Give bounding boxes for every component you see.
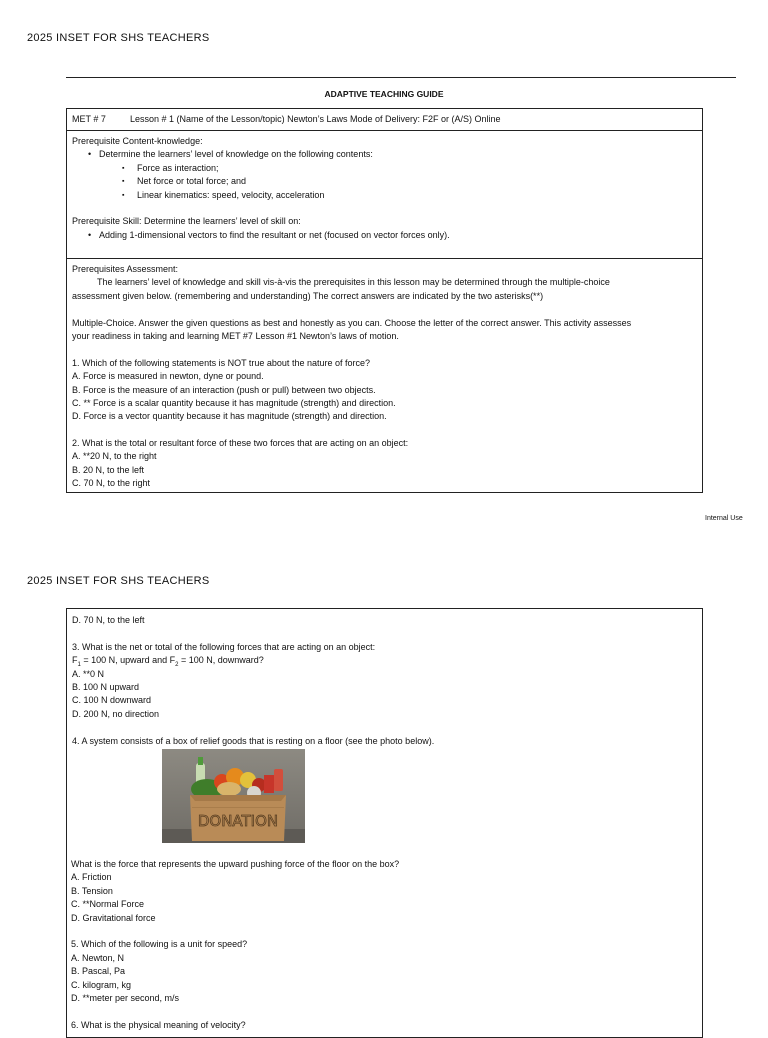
- met-number: MET # 7: [72, 114, 106, 124]
- donation-label: DONATION: [197, 812, 279, 830]
- question-option: A. Newton, N: [71, 952, 125, 963]
- question-4-followup-block: [71, 858, 701, 1032]
- question-4: 4. A system consists of a box of relief goods that is resting on a floor (see the photo below).: [72, 735, 435, 746]
- page-header: 2025 INSET FOR SHS TEACHERS: [27, 32, 210, 44]
- question-option: C. 70 N, to the right: [72, 478, 151, 489]
- question-1: 1. Which of the following statements is NOT true about the nature of force?: [72, 357, 370, 368]
- lesson-info: Lesson # 1 (Name of the Lesson/topic) Newton’s Laws Mode of Delivery: F2F or (A/S) Online: [130, 114, 501, 124]
- question-option: D. **meter per second, m/s: [71, 992, 180, 1003]
- internal-use-note: Internal Use: [705, 515, 743, 522]
- question-option: B. Pascal, Pa: [71, 966, 126, 977]
- mc-instructions: your readiness in taking and learning MET #7 Lesson #1 Newton’s laws of motion.: [72, 330, 399, 341]
- guide-table: [66, 108, 703, 493]
- forces-line: $F_1 = 100$ N, upward and $F_2 = 100$ N, downward?: [72, 655, 264, 668]
- content-subitem: ▪ Linear kinematics: speed, velocity, acceleration: [72, 189, 702, 202]
- question-option: A. Friction: [71, 872, 112, 883]
- assessment-cell: [67, 258, 702, 492]
- question-6: 6. What is the physical meaning of velocity?: [71, 1019, 246, 1030]
- question-option: B. 20 N, to the left: [72, 464, 145, 475]
- question-4-followup: What is the force that represents the upward pushing force of the floor on the box?: [71, 859, 400, 869]
- question-option: C. 100 N downward: [72, 695, 152, 706]
- question-option: C. kilogram, kg: [71, 979, 132, 990]
- donation-box-illustration: [162, 749, 305, 843]
- content-bullet: • Determine the learners’ level of knowledge on the following contents:: [72, 148, 702, 161]
- page-header: 2025 INSET FOR SHS TEACHERS: [27, 575, 210, 587]
- question-option: D. 200 N, no direction: [72, 708, 160, 719]
- question-2: 2. What is the total or resultant force of these two forces that are acting on an object:: [72, 438, 409, 449]
- prerequisites-cell: [67, 130, 702, 258]
- question-option: C. **Normal Force: [71, 899, 145, 910]
- question-option: C. ** Force is a scalar quantity because it has magnitude (strength) and direction.: [72, 397, 396, 408]
- question-option: A. Force is measured in newton, dyne or pound.: [72, 371, 264, 382]
- assessment-heading: Prerequisites Assessment:: [72, 264, 179, 274]
- question-option: D. Force is a vector quantity because it has magnitude (strength) and direction.: [72, 411, 387, 422]
- question-option: D. 70 N, to the left: [72, 615, 145, 625]
- content-heading: Prerequisite Content-knowledge:: [72, 136, 203, 146]
- question-option: D. Gravitational force: [71, 912, 156, 923]
- question-option: B. 100 N upward: [72, 681, 140, 692]
- mc-instructions: Multiple-Choice. Answer the given questions as best and honestly as you can. Choose the letter of the correct answer. This activity assesses: [72, 317, 632, 328]
- guide-title: ADAPTIVE TEACHING GUIDE: [324, 89, 444, 99]
- content-subitem: ▪ Force as interaction;: [72, 162, 702, 175]
- question-option: B. Tension: [71, 885, 113, 896]
- question-3: 3. What is the net or total of the following forces that are acting on an object:: [72, 641, 376, 652]
- assessment-intro: assessment given below. (remembering and understanding) The correct answers are indicated by the two asterisks(**): [72, 290, 544, 301]
- donation-box-photo: [162, 749, 305, 843]
- question-option: A. **0 N: [72, 668, 105, 679]
- content-subitem: ▪ Net force or total force; and: [72, 175, 702, 188]
- assessment-intro: The learners’ level of knowledge and skill vis-à-vis the prerequisites in this lesson may be determined through the multiple-choice: [97, 277, 610, 288]
- question-option: A. **20 N, to the right: [72, 451, 157, 462]
- header-rule: [66, 77, 736, 78]
- skill-heading: Prerequisite Skill: Determine the learners’ level of skill on:: [72, 216, 301, 227]
- question-5: 5. Which of the following is a unit for speed?: [71, 939, 248, 950]
- skill-bullet: • Adding 1-dimensional vectors to find the resultant or net (focused on vector forces only).: [72, 229, 702, 242]
- question-option: B. Force is the measure of an interaction (push or pull) between two objects.: [72, 384, 376, 395]
